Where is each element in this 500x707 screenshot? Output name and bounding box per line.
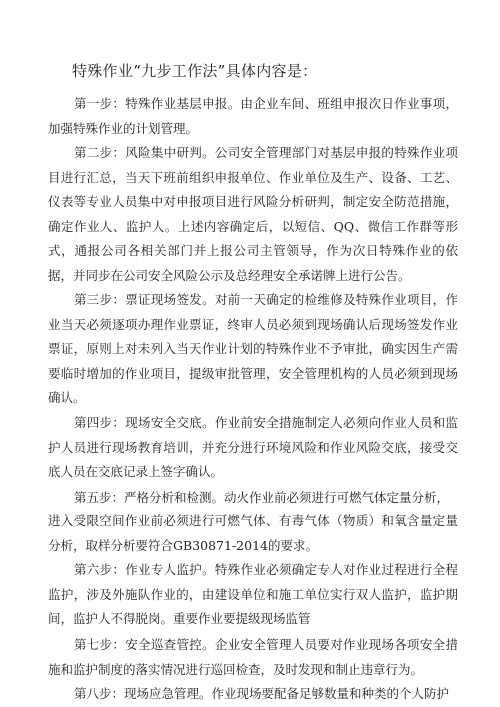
paragraph-step-6: 第六步：作业专人监护。特殊作业必须确定专人对作业过程进行全程监护，涉及外施队作业的，由建设单位和施工单位实行双人监护，监护期间，监护人不得脱岗。重要作业要提级现场监管 [48, 562, 458, 627]
paragraph-step-7: 第七步：安全巡查管控。企业安全管理人员要对作业现场各项安全措施和监护制度的落实情况进行巡回检查，及时发现和制止违章行为。 [48, 637, 458, 677]
paragraph-step-2: 第二步：风险集中研判。公司安全管理部门对基层申报的特殊作业项目进行汇总，当天下班前组织申报单位、作业单位及生产、设备、工艺、仪表等专业人员集中对申报项目进行风险分析研判，制定安全防范措施，确定作业人、监护人。上述内容确定后，以短信、QQ、微信工作群等形式，通报公司各相关部门并上报公司主管领导，作为次日特殊作业的依据，并同步在公司安全风险公示及总经理安全承诺牌上进行公告。 [48, 145, 458, 283]
paragraph-step-4: 第四步：现场安全交底。作业前安全措施制定人必须向作业人员和监护人员进行现场教育培训，并充分进行环境风险和作业风险交底，接受交底人员在交底记录上签字确认。 [48, 415, 458, 480]
paragraph-step-1: 第一步：特殊作业基层申报。由企业车间、班组申报次日作业事项，加强特殊作业的计划管理。 [48, 96, 458, 136]
document-title: 特殊作业“九步工作法”具体内容是： [72, 62, 318, 80]
paragraph-step-5: 第五步：严格分析和检测。动火作业前必须进行可燃气体定量分析， [74, 490, 450, 505]
paragraph-step-5-continued: 进入受限空间作业前必须进行可燃气体、有毒气体（物质）和氧含量定量分析，取样分析要符合GB30871-2014的要求。 [48, 513, 458, 553]
paragraph-step-3: 第三步：票证现场签发。对前一天确定的检维修及特殊作业项目，作业当天必须逐项办理作业票证，终审人员必须到现场确认后现场签发作业票证，原则上对未列入当天作业计划的特殊作业不予审批，确实因生产需要临时增加的作业项目，提级审批管理，安全管理机构的人员必须到现场确认。 [48, 292, 458, 406]
paragraph-step-8: 第八步：现场应急管理。作业现场要配备足够数量和种类的个人防护 [74, 686, 450, 701]
